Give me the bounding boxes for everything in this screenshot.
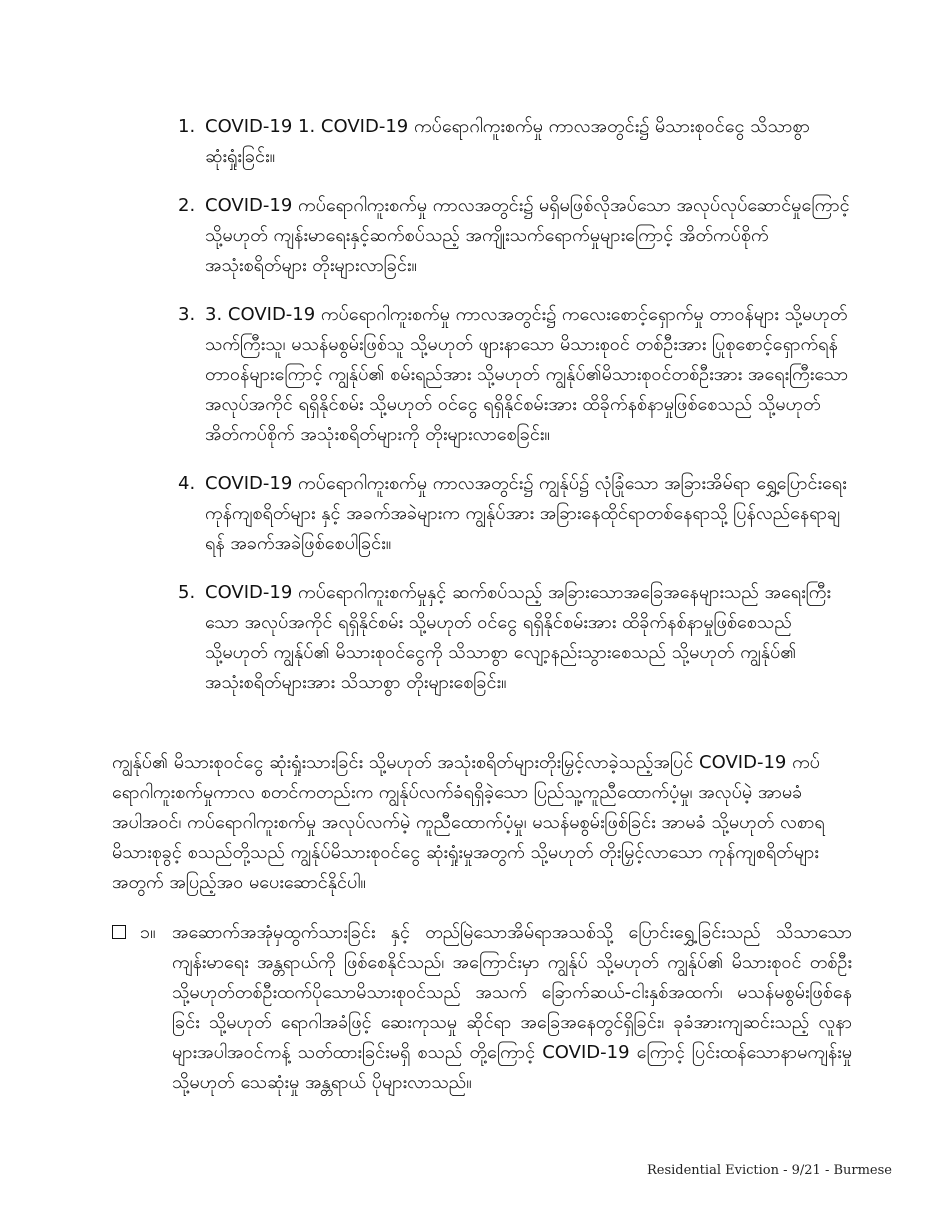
numbered-list [178,112,850,717]
list-item-number: 2. [178,195,196,216]
list-item-number: 3. [178,304,196,325]
statement-marker: ၁။ [140,922,156,943]
list-item [178,191,850,281]
list-item-number: 4. [178,473,196,494]
page-footer: Residential Eviction - 9/21 - Burmese [646,1163,892,1178]
list-item [178,469,850,559]
checkbox-statement [112,918,852,1098]
list-item-text: COVID-19 ကပ်ရောဂါကူးစက်မှု ကာလအတွင်း၌ ကျွန်ုပ်၌ လုံခြုံသော အခြားအိမ်ရာ ရွှေ့ပြောင်းရေး ကုန်ကျစရိတ်များ နှင့် အခက်အခဲများက ကျွန်ုပ်အား အခြားနေထိုင်ရာတစ်နေရာသို့ ပြန်လည်နေရာချရန် အခက်အခဲဖြစ်စေပါခြင်း။ [205,473,847,554]
list-item-text: COVID-19 ကပ်ရောဂါကူးစက်မှု ကာလအတွင်း၌ မရှိမဖြစ်လိုအပ်သော အလုပ်လုပ်ဆောင်မှုကြောင့် သို့မဟုတ် ကျန်းမာရေးနှင့်ဆက်စပ်သည့် အကျိုးသက်ရောက်မှုများကြောင့် အိတ်ကပ်စိုက် အသုံးစရိတ်များ တိုးများလာခြင်း။ [205,195,850,276]
statement-checkbox[interactable] [112,925,126,939]
list-item-number: 5. [178,582,196,603]
statement-text: အဆောက်အအုံမှထွက်သားခြင်း နှင့် တည်မြဲသောအိမ်ရာအသစ်သို့ ပြောင်းရွှေ့ခြင်းသည် သိသာသော ကျန်းမာရေး အန္တရာယ်ကို ဖြစ်စေနိုင်သည်၊ အကြောင်းမှာ ကျွန်ုပ် သို့မဟုတ် ကျွန်ုပ်၏ မိသားစုဝင် တစ်ဦး သို့မဟုတ်တစ်ဦးထက်ပိုသောမိသားစုဝင်သည် အသက် ခြောက်ဆယ်-ငါးနှစ်အထက်၊ မသန်မစွမ်းဖြစ်နေခြင်း သို့မဟုတ် ရောဂါအခံဖြင့် ဆေးကုသမှု ဆိုင်ရာ အခြေအနေတွင်ရှိခြင်း၊ ခုခံအားကျဆင်းသည့် လူနာများအပါအဝင်ကန့် သတ်ထားခြင်းမရှိ စသည် တို့ကြောင့် COVID-19 ကြောင့် ပြင်းထန်သောနာမကျန်းမှု သို့မဟုတ် သေဆုံးမှု အန္တရာယ် ပိုများလာသည်။ [172,922,852,1093]
list-item [178,578,850,698]
list-item-text: COVID-19 ကပ်ရောဂါကူးစက်မှုနှင့် ဆက်စပ်သည့် အခြားသောအခြေအနေများသည် အရေးကြီးသော အလုပ်အကိုင် ရရှိနိုင်စမ်း သို့မဟုတ် ဝင်ငွေ ရရှိနိုင်စမ်းအား ထိခိုက်နစ်နာမှုဖြစ်စေသည် သို့မဟုတ် ကျွန်ုပ်၏ မိသားစုဝင်ငွေကို သိသာစွာ လျော့နည်းသွားစေသည် သို့မဟုတ် ကျွန်ုပ်၏ အသုံးစရိတ်များအား သိသာစွာ တိုးများစေခြင်း။ [205,582,831,693]
list-item [178,112,850,172]
body-paragraph: ကျွန်ုပ်၏ မိသားစုဝင်ငွေ ဆုံးရှုံးသားခြင်း သို့မဟုတ် အသုံးစရိတ်များတိုးမြှင့်လာခဲ့သည့်အပြင် COVID-19 ကပ်ရောဂါကူးစက်မှုကာလ စတင်ကတည်းက ကျွန်ုပ်လက်ခံရရှိခဲ့သော ပြည်သူ့ကူညီထောက်ပံ့မှု၊ အလုပ်မဲ့ အာမခံ အပါအဝင်၊ ကပ်ရောဂါကူးစက်မှု အလုပ်လက်မဲ့ ကူညီထောက်ပံ့မှု၊ မသန်မစွမ်းဖြစ်ခြင်း အာမခံ သို့မဟုတ် လစာရ မိသားစုခွင့် စသည်တို့သည် ကျွန်ုပ်မိသားစုဝင်ငွေ ဆုံးရှုံးမှုအတွက် သို့မဟုတ် တိုးမြှင့်လာသော ကုန်ကျစရိတ်များအတွက် အပြည့်အဝ မပေးဆောင်နိုင်ပါ။ [112,752,825,893]
list-item-number: 1. [178,116,196,137]
list-item [178,300,850,450]
list-item-text: 3. COVID-19 ကပ်ရောဂါကူးစက်မှု ကာလအတွင်း၌ ကလေးစောင့်ရှောက်မှု တာဝန်များ သို့မဟုတ် သက်ကြီးသူ၊ မသန်မစွမ်းဖြစ်သူ သို့မဟုတ် ဖျားနာသော မိသားစုဝင် တစ်ဦးအား ပြုစုစောင့်ရှောက်ရန် တာဝန်များကြောင့် ကျွန်ုပ်၏ စမ်းရည်အား သို့မဟုတ် ကျွန်ုပ်၏မိသားစုဝင်တစ်ဦးအား အရေးကြီးသော အလုပ်အကိုင် ရရှိနိုင်စမ်း သို့မဟုတ် ဝင်ငွေ ရရှိနိုင်စမ်းအား ထိခိုက်နစ်နာမှုဖြစ်စေသည် သို့မဟုတ် အိတ်ကပ်စိုက် အသုံးစရိတ်များကို တိုးများလာစေခြင်း။ [205,304,849,445]
list-item-text: COVID-19 1. COVID-19 ကပ်ရောဂါကူးစက်မှု ကာလအတွင်း၌ မိသားစုဝင်ငွေ သိသာစွာ ဆုံးရှုံးခြင်း။ [205,116,810,167]
